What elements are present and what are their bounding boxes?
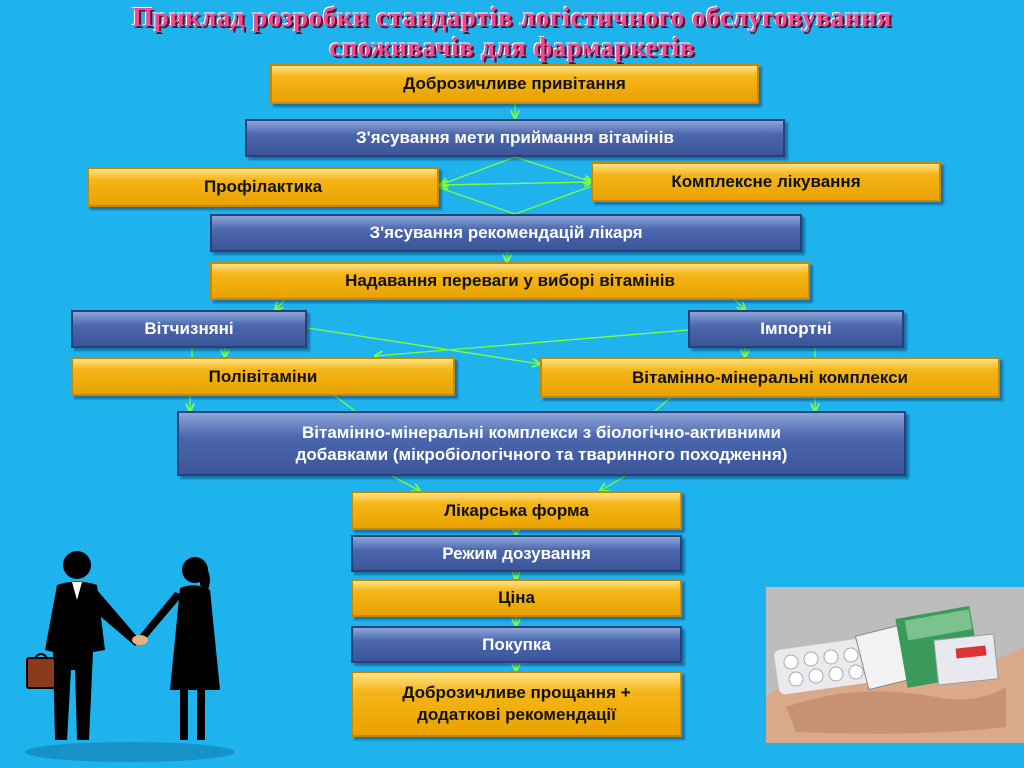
box-dosage-regimen: Режим дозування xyxy=(351,535,682,572)
box-dosage-form: Лікарська форма xyxy=(351,491,682,530)
box-doctor-recommendations: З'ясування рекомендацій лікаря xyxy=(210,214,802,252)
line-purpose-prevention xyxy=(440,157,515,185)
line-poly-bio-b xyxy=(335,396,355,411)
box-vitamin-mineral-complexes: Вітамінно-мінеральні комплекси xyxy=(540,357,1000,398)
box-domestic: Вітчизняні xyxy=(71,310,307,348)
line-prevention-doctor xyxy=(440,188,515,214)
box-vmc-bioactive-line1: Вітамінно-мінеральні комплекси з біологічно-активними xyxy=(302,422,781,442)
line-imported-poly xyxy=(375,330,688,356)
pills-photo xyxy=(766,587,1024,743)
pills-in-hand-image xyxy=(766,587,1024,743)
arrow-preference-domestic xyxy=(275,300,285,310)
handshake-clipart xyxy=(15,540,245,765)
line-vmc-bio-a xyxy=(655,398,670,411)
box-price: Ціна xyxy=(351,579,682,617)
box-prevention: Профілактика xyxy=(87,167,439,207)
box-farewell-line2: додаткові рекомендації xyxy=(417,705,616,724)
box-farewell-line1: Доброзичливе прощання + xyxy=(402,683,631,702)
arrow-bio-form-b xyxy=(600,476,625,491)
box-farewell xyxy=(351,671,682,737)
line-treatment-prevention xyxy=(440,182,592,185)
slide-title-line1: Приклад розробки стандартів логістичного обслуговування xyxy=(132,2,892,32)
arrow-bio-form-a xyxy=(392,476,420,491)
box-preference: Надавання переваги у виборі вітамінів xyxy=(210,262,810,300)
arrow-preference-imported xyxy=(735,300,745,310)
box-purpose: З'ясування мети приймання вітамінів xyxy=(245,119,785,157)
line-treatment-doctor xyxy=(515,186,592,214)
slide-title-line2: споживачів для фармаркетів xyxy=(329,32,695,62)
box-vmc-bioactive xyxy=(177,411,906,476)
box-polyvitamins: Полівітаміни xyxy=(71,357,455,396)
box-vmc-bioactive-line2: добавками (мікробіологічного та тваринного походження) xyxy=(295,444,788,464)
line-purpose-treatment xyxy=(515,157,592,182)
box-complex-treatment: Комплексне лікування xyxy=(591,162,941,202)
box-purchase: Покупка xyxy=(351,626,682,663)
box-imported: Імпортні xyxy=(688,310,904,348)
box-greeting: Доброзичливе привітання xyxy=(270,64,759,104)
